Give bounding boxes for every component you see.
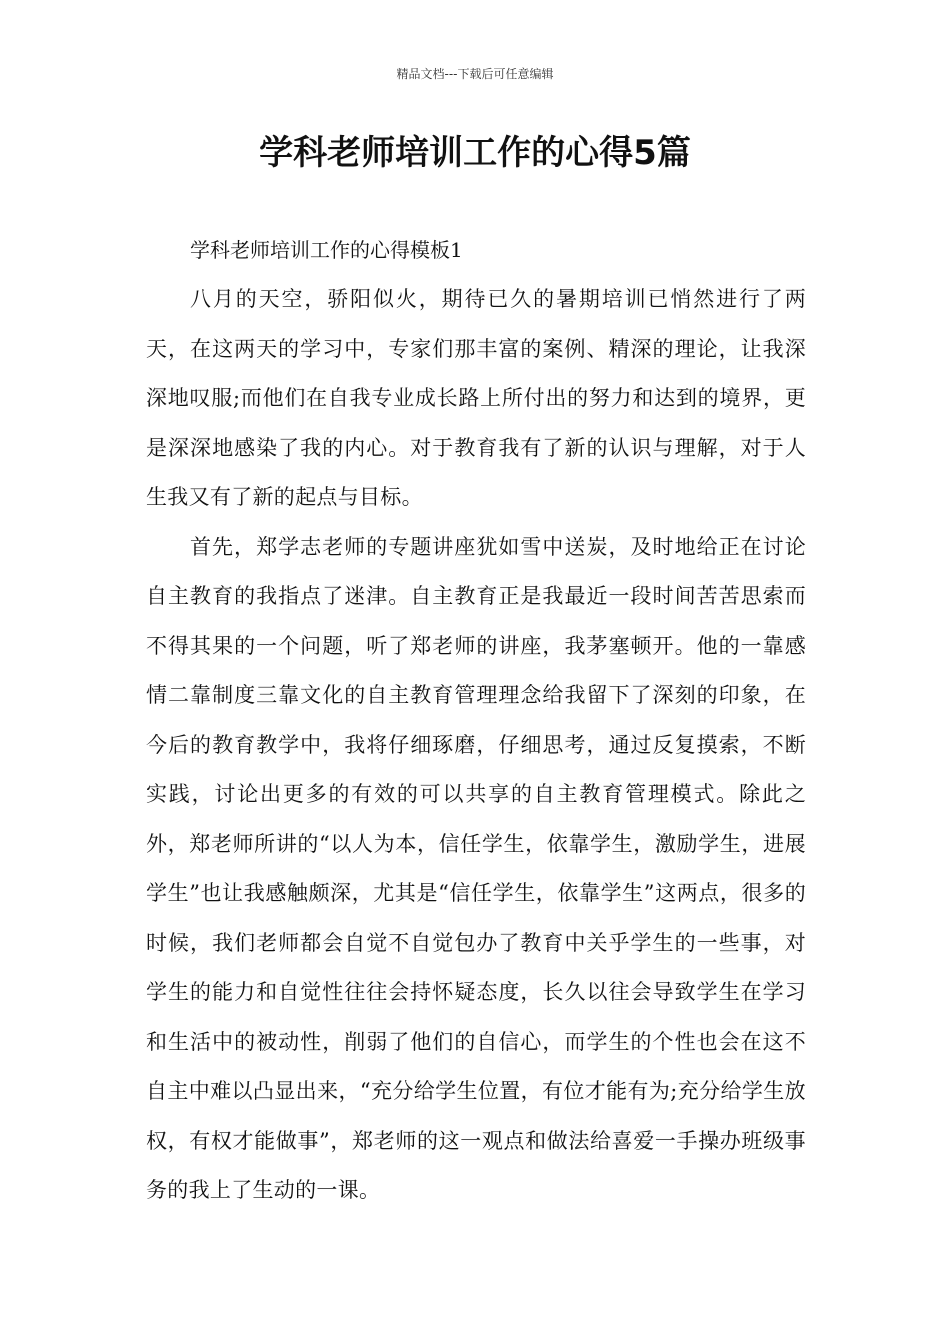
paragraph-1: 八月的天空，骄阳似火，期待已久的暑期培训已悄然进行了两天，在这两天的学习中，专家们那丰富的案例、精深的理论，让我深深地叹服;而他们在自我专业成长路上所付出的努力和达到的境界，更是深深地感染了我的内心。对于教育我有了新的认识与理解，对于人生我又有了新的起点与目标。: [146, 287, 806, 509]
document-title: 学科老师培训工作的心得5篇: [259, 133, 691, 173]
section-subheading: 学科老师培训工作的心得模板1: [190, 238, 463, 262]
paragraph-2: 首先，郑学志老师的专题讲座犹如雪中送炭，及时地给正在讨论自主教育的我指点了迷津。自主教育正是我最近一段时间苦苦思索而不得其果的一个问题，听了郑老师的讲座，我茅塞顿开。他的一靠感情二靠制度三靠文化的自主教育管理理念给我留下了深刻的印象，在今后的教育教学中，我将仔细琢磨，仔细思考，通过反复摸索，不断实践，讨论出更多的有效的可以共享的自主教育管理模式。除此之外，郑老师所讲的“以人为本，信任学生，依靠学生，激励学生，进展学生”也让我感触颇深，尤其是“信任学生，依靠学生”这两点，很多的时候，我们老师都会自觉不自觉包办了教育中关乎学生的一些事，对学生的能力和自觉性往往会持怀疑态度，长久以往会导致学生在学习和生活中的被动性，削弱了他们的自信心，而学生的个性也会在这不自主中难以凸显出来，“充分给学生位置，有位才能有为;充分给学生放权，有权才能做事”，郑老师的这一观点和做法给喜爱一手操办班级事务的我上了生动的一课。: [146, 534, 806, 1202]
document-body: [146, 226, 806, 1216]
page-header: 精品文档---下载后可任意编辑: [396, 67, 554, 81]
